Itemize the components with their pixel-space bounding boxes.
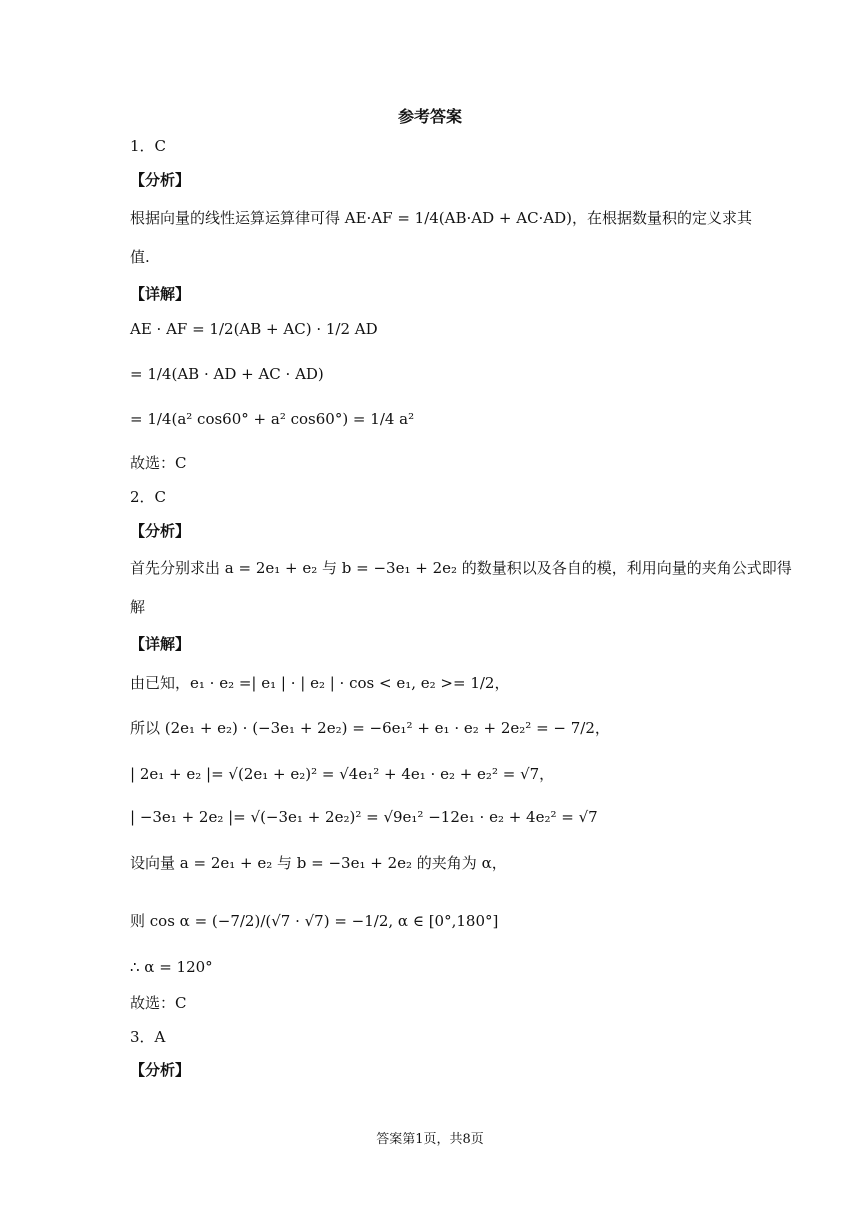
q2-eq7: ∴ α = 120°: [130, 958, 213, 976]
q1-analysis-label: 【分析】: [130, 171, 191, 189]
q2-eq4: | −3e₁ + 2e₂ |= √(−3e₁ + 2e₂)² = √9e₁² −12e₁ · e₂ + 4e₂² = √7: [130, 808, 598, 826]
q2-detail-label: 【详解】: [130, 635, 191, 653]
q1-choice: 故选：C: [130, 454, 187, 472]
q2: 2．C: [130, 488, 167, 506]
q2-eq2: 所以 (2e₁ + e₂) · (−3e₁ + 2e₂) = −6e₁² + e₁ · e₂ + 2e₂² = − 7/2，: [130, 719, 610, 737]
q2-analysis-text2: 解: [130, 598, 146, 616]
q3: 3．A: [130, 1028, 166, 1046]
q1-eq1: AE · AF = 1/2(AB + AC) · 1/2 AD: [130, 320, 378, 338]
q2-analysis-label: 【分析】: [130, 522, 191, 540]
q2-eq3: | 2e₁ + e₂ |= √(2e₁ + e₂)² = √4e₁² + 4e₁ · e₂ + e₂² = √7，: [130, 765, 555, 783]
q1-analysis-text: 根据向量的线性运算运算律可得 AE·AF = 1/4(AB·AD + AC·AD)，在根据数量积的定义求其: [130, 209, 753, 227]
q1-eq2: = 1/4(AB · AD + AC · AD): [130, 365, 324, 383]
q1-detail-label: 【详解】: [130, 285, 191, 303]
q2-choice: 故选：C: [130, 994, 187, 1012]
q2-eq5: 设向量 a = 2e₁ + e₂ 与 b = −3e₁ + 2e₂ 的夹角为 α，: [130, 854, 507, 872]
q3-analysis-label: 【分析】: [130, 1061, 191, 1079]
page-title: 参考答案: [397, 107, 462, 126]
q1-eq3: = 1/4(a² cos60° + a² cos60°) = 1/4 a²: [130, 410, 415, 428]
page-footer: 答案第1页，共8页: [376, 1132, 484, 1147]
q1: 1．C: [130, 137, 167, 155]
q1-analysis-text2: 值.: [130, 248, 150, 266]
q2-eq1: 由已知，e₁ · e₂ =| e₁ | · | e₂ | · cos < e₁, e₂ >= 1/2，: [130, 674, 510, 692]
q2-eq6: 则 cos α = (−7/2)/(√7 · √7) = −1/2, α ∈ [0°,180°]: [130, 912, 499, 930]
q2-analysis-text: 首先分别求出 a = 2e₁ + e₂ 与 b = −3e₁ + 2e₂ 的数量积以及各自的模，利用向量的夹角公式即得: [130, 559, 792, 577]
